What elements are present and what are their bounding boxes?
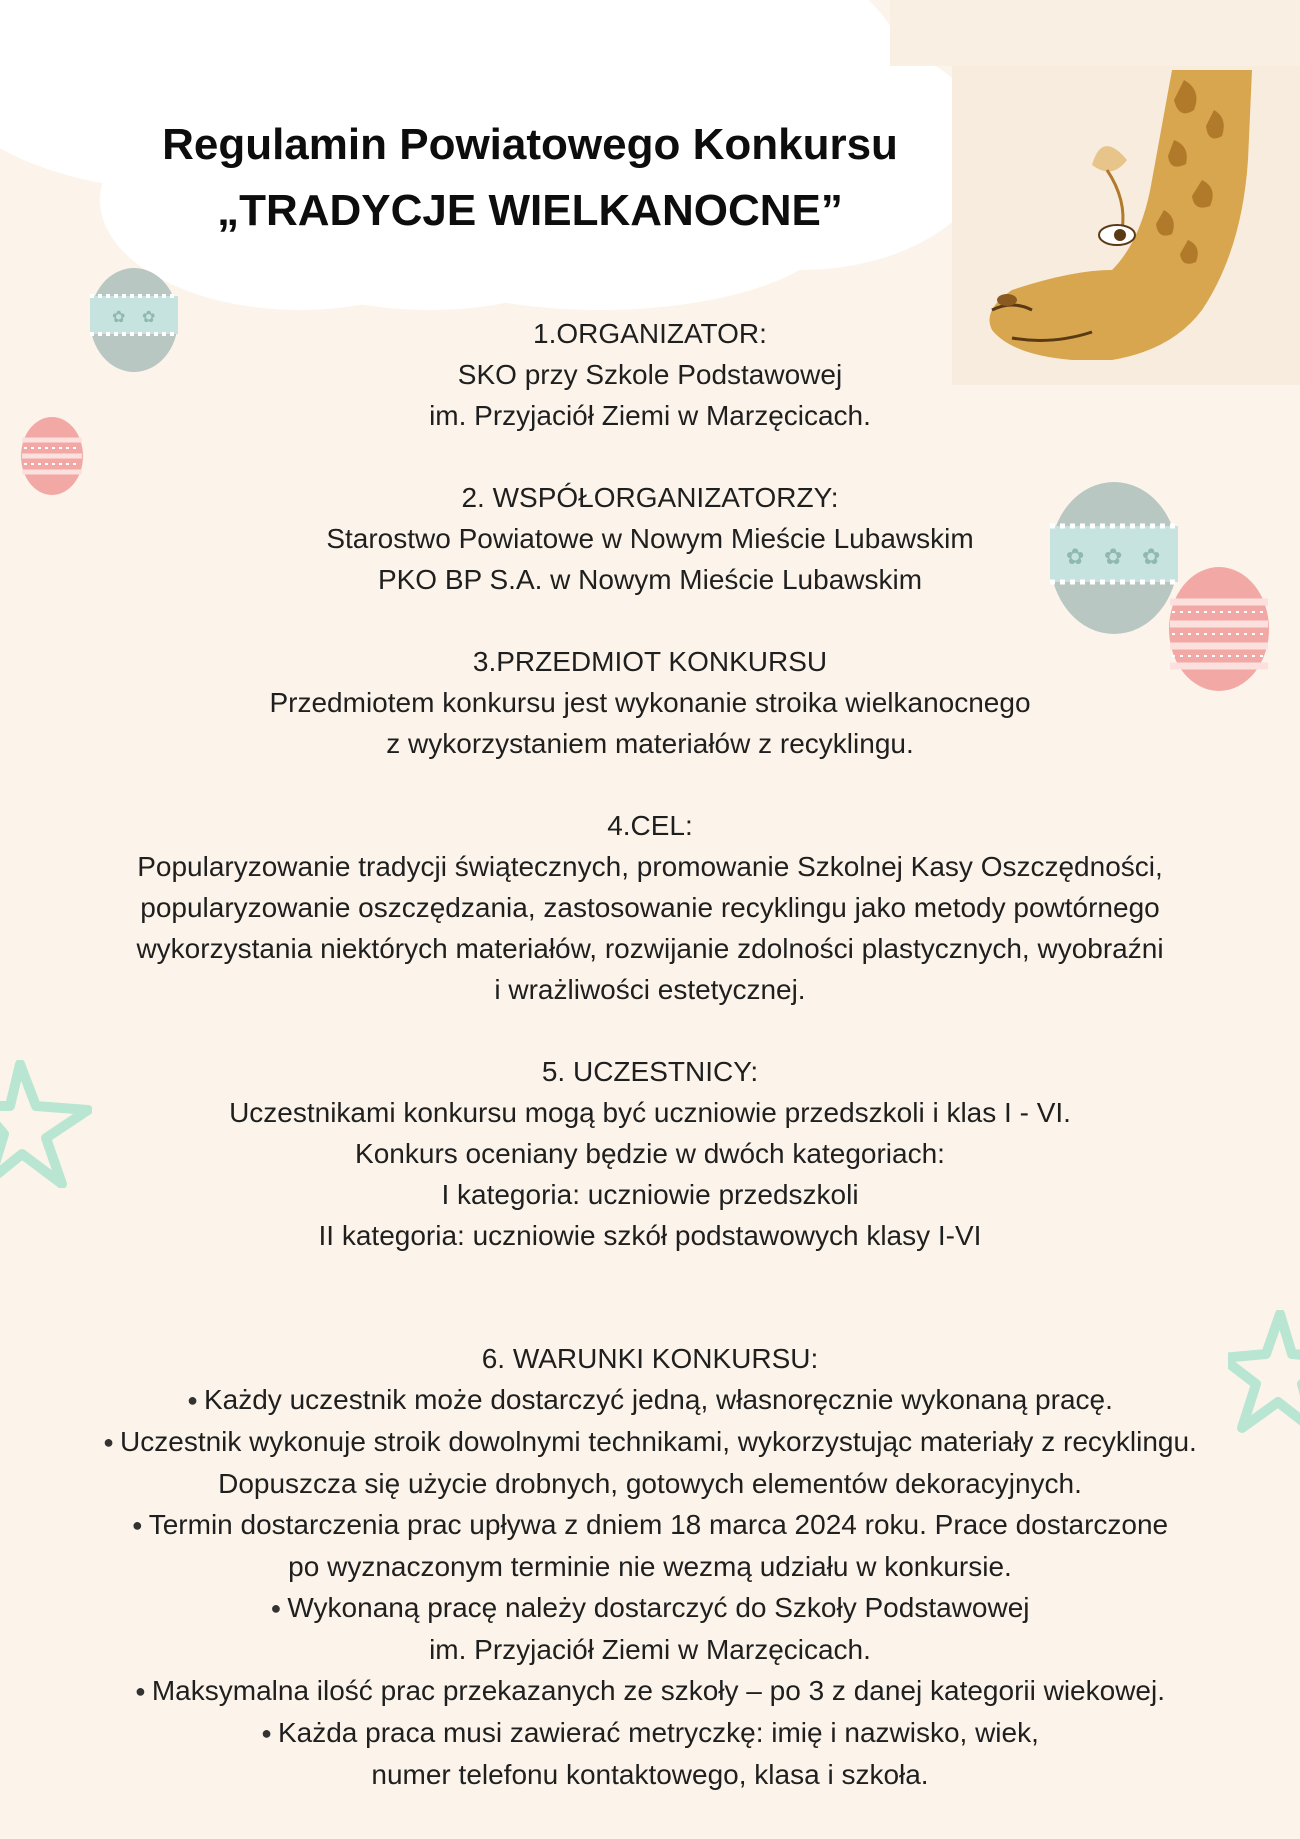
page-title (60, 112, 1000, 244)
condition-item: ● Wykonaną pracę należy dostarczyć do Szkoły Podstawowej (40, 1587, 1260, 1629)
goal-heading: 4.CEL: (607, 810, 693, 841)
condition-item-continued: po wyznaczonym terminie nie wezmą udziału w konkursie. (288, 1551, 1012, 1582)
regulations-body (40, 313, 1260, 1795)
participants-line: I kategoria: uczniowie przedszkoli (441, 1179, 859, 1210)
title-line-2: „TRADYCJE WIELKANOCNE” (217, 186, 843, 235)
deadline-text-after: roku. Prace dostarczone (864, 1509, 1169, 1540)
participants-line: Uczestnikami konkursu mogą być uczniowie przedszkoli i klas I - VI. (229, 1097, 1071, 1128)
condition-item: ● Każda praca musi zawierać metryczkę: imię i nazwisko, wiek, (40, 1712, 1260, 1754)
condition-item-continued: numer telefonu kontaktowego, klasa i szkoła. (371, 1759, 929, 1790)
participants-heading: 5. UCZESTNICY: (541, 1056, 759, 1087)
participants-line: II kategoria: uczniowie szkół podstawowych klasy I-VI (318, 1220, 982, 1251)
svg-text:✿: ✿ (1142, 544, 1161, 569)
goal-line: i wrażliwości estetycznej. (494, 974, 806, 1005)
organizer-line: SKO przy Szkole Podstawowej (457, 359, 843, 390)
condition-item-deadline (40, 1504, 1260, 1546)
goal-line: wykorzystania niektórych materiałów, rozwijanie zdolności plastycznych, wyobraźni (136, 933, 1164, 964)
condition-item-continued: Dopuszcza się użycie drobnych, gotowych elementów dekoracyjnych. (218, 1468, 1082, 1499)
subject-heading: 3.PRZEDMIOT KONKURSU (472, 646, 828, 677)
title-line-1: Regulamin Powiatowego Konkursu (162, 120, 898, 169)
svg-text:✿: ✿ (1104, 544, 1123, 569)
svg-text:✿: ✿ (142, 309, 156, 326)
subject-line: z wykorzystaniem materiałów z recyklingu. (386, 728, 914, 759)
coorganizers-line: PKO BP S.A. w Nowym Mieście Lubawskim (377, 564, 923, 595)
organizer-line: im. Przyjaciół Ziemi w Marzęcicach. (429, 400, 871, 431)
condition-item-continued: im. Przyjaciół Ziemi w Marzęcicach. (429, 1634, 871, 1665)
goal-line: Popularyzowanie tradycji świątecznych, promowanie Szkolnej Kasy Oszczędności, (137, 851, 1163, 882)
deadline-text: Termin dostarczenia prac upływa z dniem (148, 1509, 663, 1540)
deadline-date: 18 marca 2024 (670, 1509, 857, 1540)
participants-line: Konkurs oceniany będzie w dwóch kategoriach: (355, 1138, 945, 1169)
coorganizers-line: Starostwo Powiatowe w Nowym Mieście Lubawskim (326, 523, 974, 554)
svg-text:✿: ✿ (1066, 544, 1085, 569)
background-patch-top (890, 0, 1300, 66)
condition-item: ● Każdy uczestnik może dostarczyć jedną, własnoręcznie wykonaną pracę. (40, 1379, 1260, 1421)
coorganizers-heading: 2. WSPÓŁORGANIZATORZY: (461, 482, 839, 513)
organizer-heading: 1.ORGANIZATOR: (533, 318, 767, 349)
svg-text:✿: ✿ (112, 309, 126, 326)
subject-line: Przedmiotem konkursu jest wykonanie stroika wielkanocnego (269, 687, 1031, 718)
conditions-heading: 6. WARUNKI KONKURSU: (481, 1343, 819, 1374)
condition-item: ● Uczestnik wykonuje stroik dowolnymi technikami, wykorzystując materiały z recyklingu. (40, 1421, 1260, 1463)
goal-line: popularyzowanie oszczędzania, zastosowanie recyklingu jako metody powtórnego (140, 892, 1160, 923)
condition-item: ● Maksymalna ilość prac przekazanych ze szkoły – po 3 z danej kategorii wiekowej. (40, 1670, 1260, 1712)
